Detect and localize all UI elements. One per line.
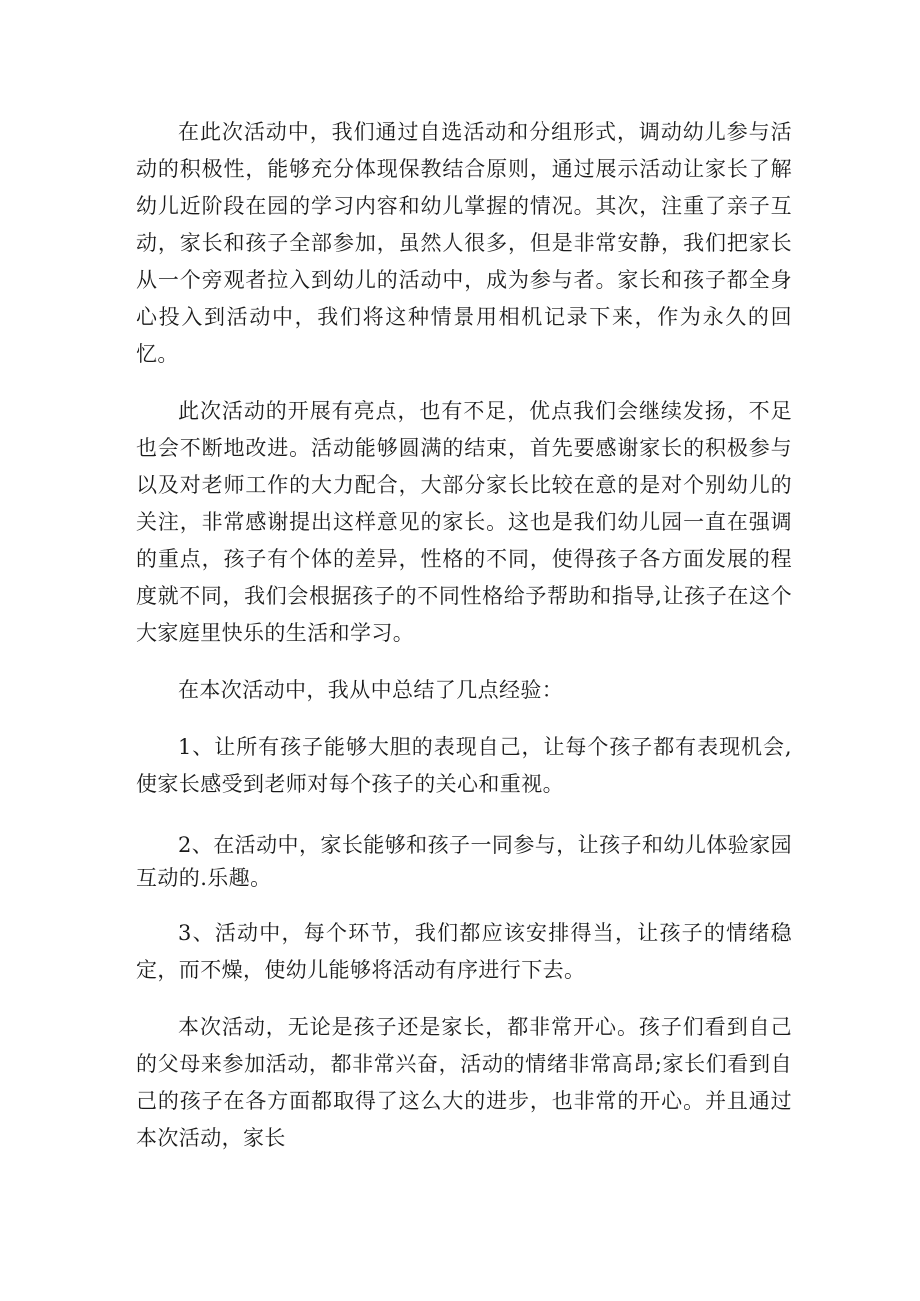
paragraph-experience-intro: 在本次活动中，我从中总结了几点经验：: [178, 678, 564, 702]
paragraph-experience-item-2: 2、在活动中，家长能够和孩子一同参与，让孩子和幼儿体验家园互动的.乐趣。: [136, 833, 792, 890]
paragraph-highlights-and-shortcomings: 此次活动的开展有亮点，也有不足，优点我们会继续发扬，不足也会不断地改进。活动能够圆满的结束，首先要感谢家长的积极参与以及对老师工作的大力配合，大部分家长比较在意的是对个别幼儿的关注，非常感谢提出这样意见的家长。这也是我们幼儿园一直在强调的重点，孩子有个体的差异，性格的不同，使得孩子各方面发展的程度就不同，我们会根据孩子的不同性格给予帮助和指导,让孩子在这个大家庭里快乐的生活和学习。: [136, 399, 792, 645]
paragraph-experience-item-3: 3、活动中，每个环节，我们都应该安排得当，让孩子的情绪稳定，而不燥，使幼儿能够将活动有序进行下去。: [136, 921, 792, 982]
document-body: [136, 114, 792, 1157]
paragraph-conclusion: 本次活动，无论是孩子还是家长，都非常开心。孩子们看到自己的父母来参加活动，都非常兴奋，活动的情绪非常高昂;家长们看到自己的孩子在各方面都取得了这么大的进步，也非常的开心。并且通过本次活动，家长: [136, 1015, 792, 1150]
paragraph-activity-summary: 在此次活动中，我们通过自选活动和分组形式，调动幼儿参与活动的积极性，能够充分体现保教结合原则，通过展示活动让家长了解幼儿近阶段在园的学习内容和幼儿掌握的情况。其次，注重了亲子互动，家长和孩子全部参加，虽然人很多，但是非常安静，我们把家长从一个旁观者拉入到幼儿的活动中，成为参与者。家长和孩子都全身心投入到活动中，我们将这种情景用相机记录下来，作为永久的回忆。: [136, 120, 792, 366]
paragraph-experience-item-1: 1、让所有孩子能够大胆的表现自己，让每个孩子都有表现机会,使家长感受到老师对每个孩子的关心和重视。: [136, 735, 792, 796]
